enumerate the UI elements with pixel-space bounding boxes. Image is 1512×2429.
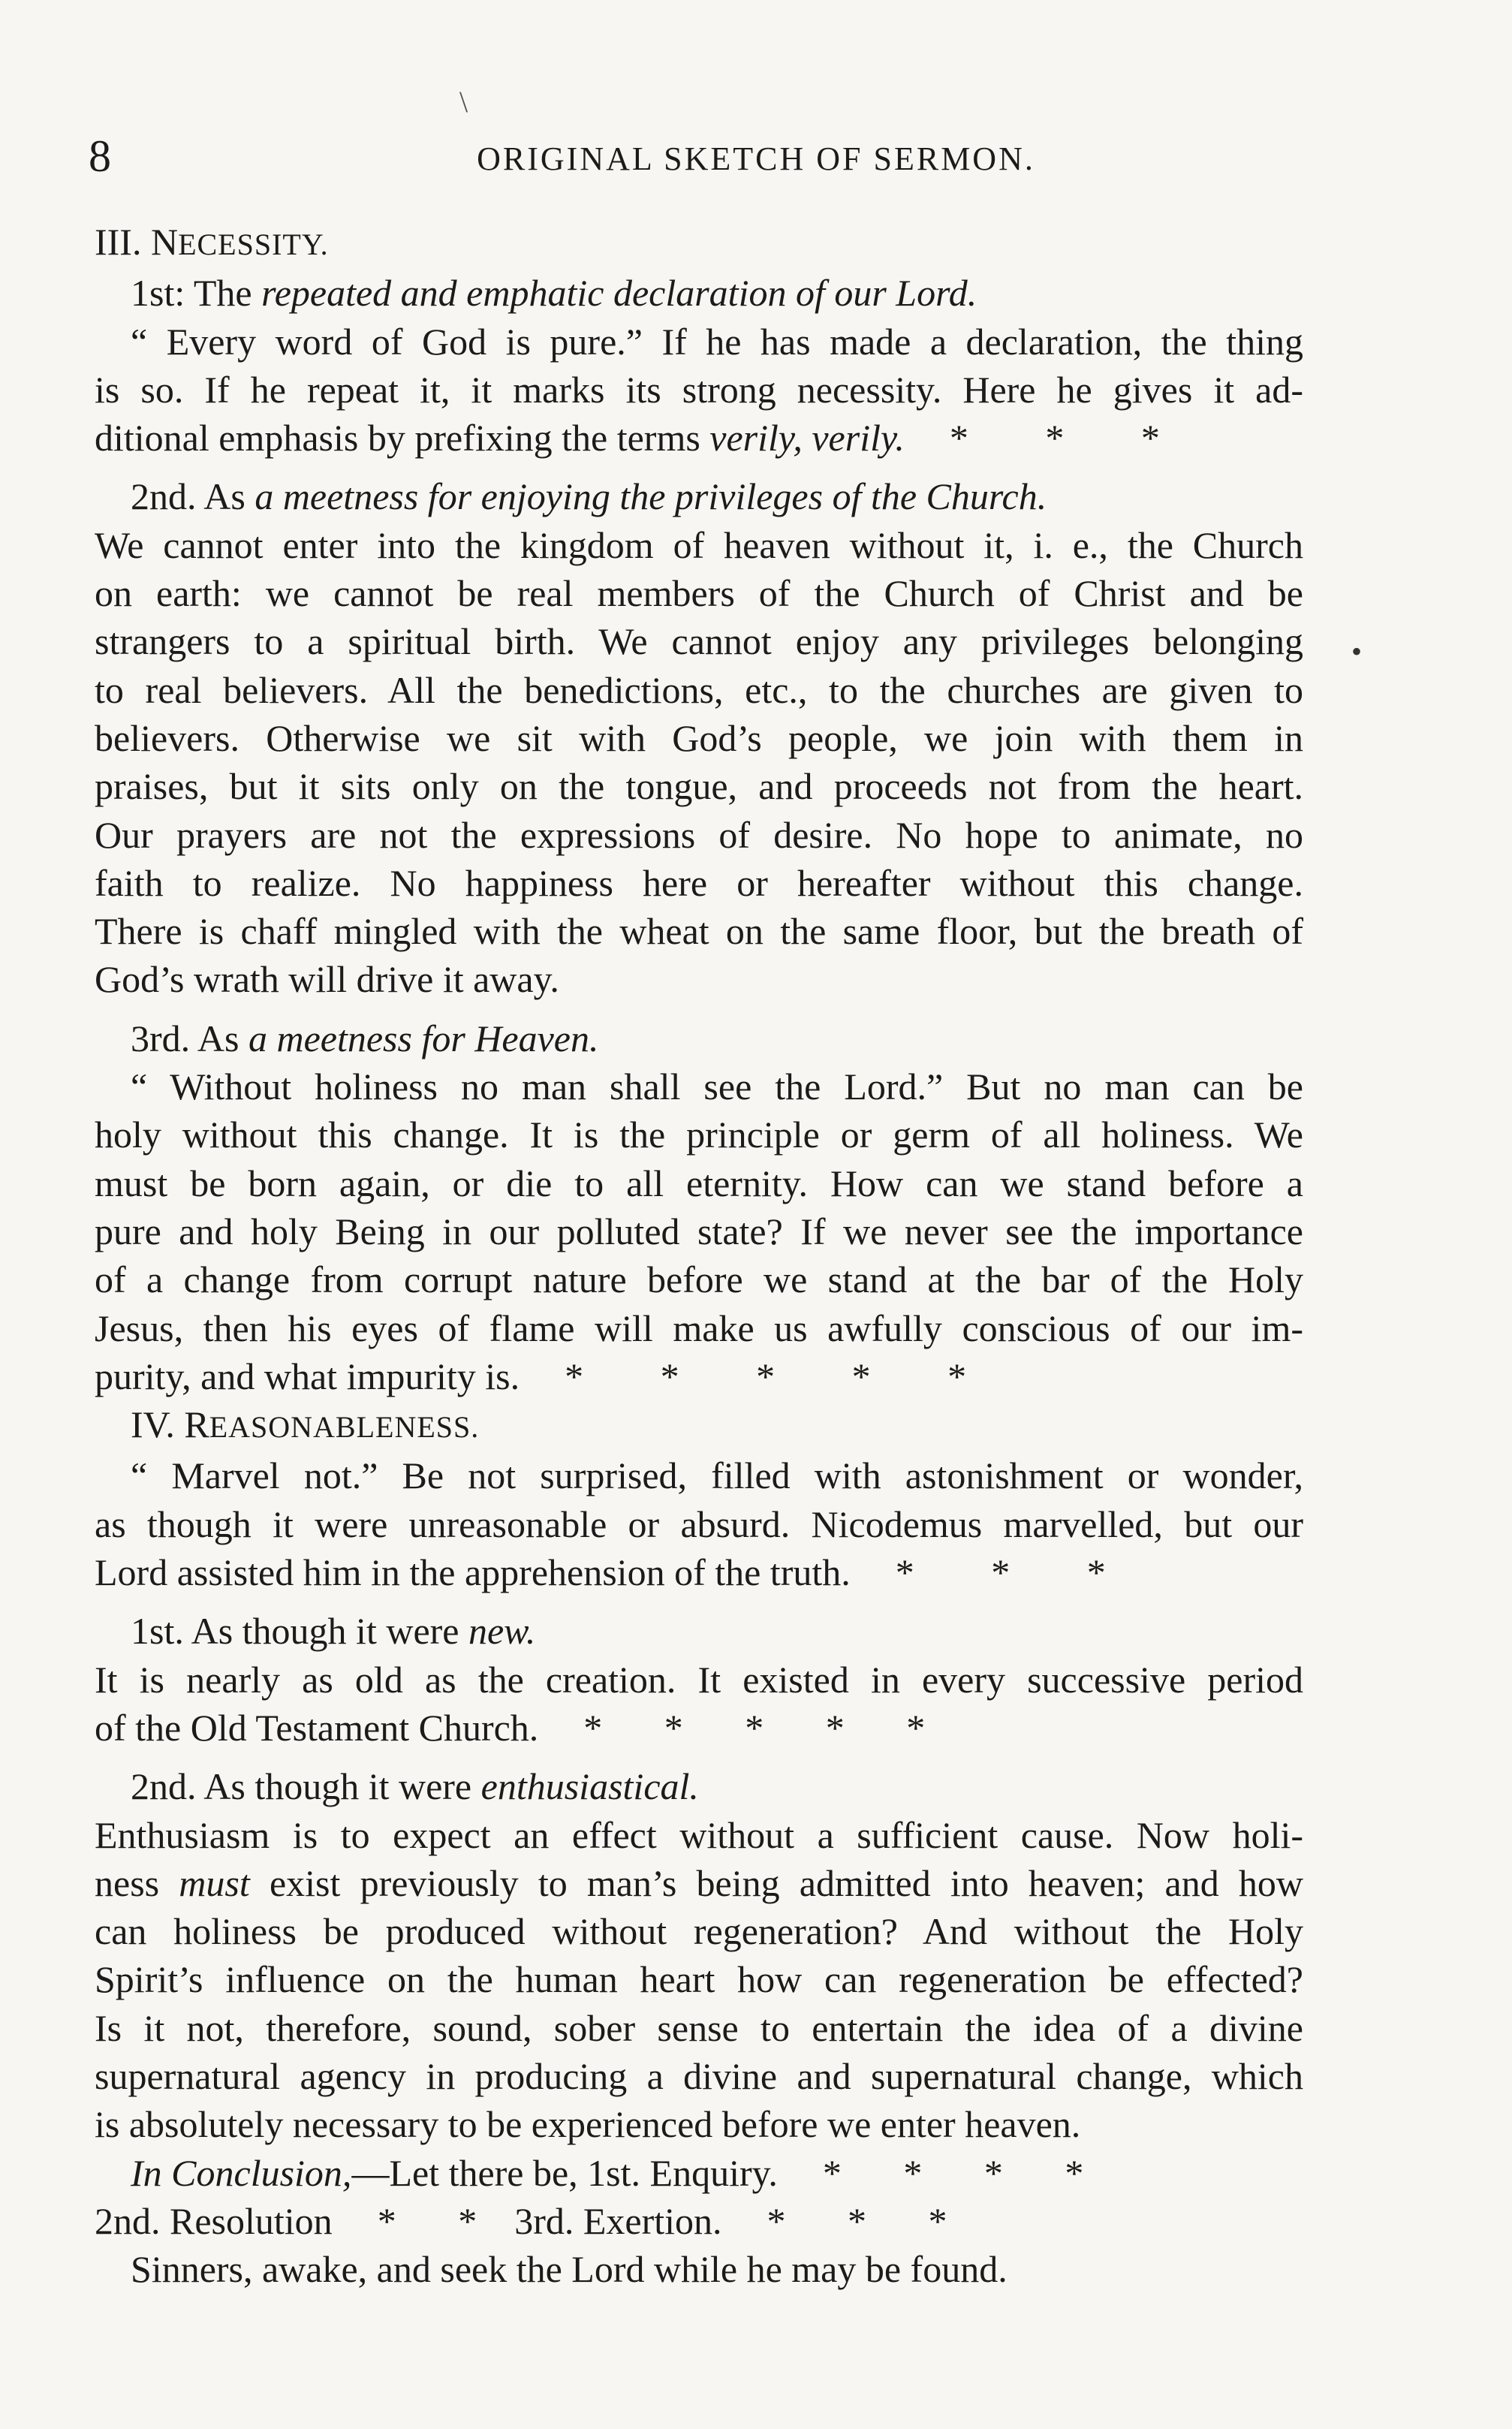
text-line: Is it not, therefore, sound, sober sense to entertain the idea of a divine	[95, 2006, 1303, 2049]
heading-initial: R	[184, 1403, 209, 1446]
text-line: believers. Otherwise we sit with God’s people, we join with them in	[95, 716, 1303, 759]
asterisks: * * *	[949, 417, 1160, 460]
asterisks: * * *	[767, 2199, 947, 2242]
point-heading	[95, 269, 1303, 317]
closing-line: Sinners, awake, and seek the Lord while he may be found.	[131, 2248, 1007, 2291]
text-line: praises, but it sits only on the tongue, and proceeds not from the heart.	[95, 765, 1303, 808]
point-title: new.	[468, 1610, 536, 1653]
heading-rest: EASONABLENESS.	[209, 1410, 480, 1445]
text-emphasis: verily, verily.	[709, 417, 905, 460]
text-line: We cannot enter into the kingdom of heaven without it, i. e., the Church	[95, 523, 1303, 566]
text-line: must be born again, or die to all eternity. How can we stand before a	[95, 1162, 1303, 1204]
asterisks: * *	[377, 2199, 477, 2242]
point-title: a meetness for enjoying the privileges of the Church.	[255, 475, 1047, 518]
point-number: 1st:	[131, 272, 185, 315]
text-line: as though it were unreasonable or absurd. Nicodemus marvelled, but our	[95, 1502, 1303, 1545]
text-line	[95, 1352, 1303, 1400]
text-line	[95, 1548, 1303, 1596]
text-segment: ness	[95, 1861, 160, 1904]
point-number: 2nd. As though it were	[131, 1765, 472, 1808]
point-number: 3rd. As	[131, 1017, 239, 1059]
text-line: can holiness be produced without regeneration? And without the Holy	[95, 1910, 1303, 1953]
section-heading-necessity	[95, 218, 1303, 269]
point-title: a meetness for Heaven.	[248, 1017, 599, 1059]
text-segment: 2nd. Resolution	[95, 2199, 333, 2242]
text-line: supernatural agency in producing a divine and supernatural change, which	[95, 2054, 1303, 2097]
asterisks: * * * *	[822, 2151, 1084, 2194]
text-line	[95, 1704, 1303, 1752]
text-line: It is nearly as old as the creation. It existed in every successive period	[95, 1658, 1303, 1701]
text-line: Enthusiasm is to expect an effect without a sufficient cause. Now holi-	[95, 1813, 1303, 1856]
text-line: Our prayers are not the expressions of desire. No hope to animate, no	[95, 813, 1303, 856]
point-title: enthusiastical.	[480, 1765, 699, 1808]
conclusion-line	[95, 2197, 1303, 2245]
text-line: “ Without holiness no man shall see the Lord.” But no man can be	[131, 1065, 1303, 1108]
text-segment: purity, and what impurity is.	[95, 1355, 520, 1397]
text-line: is so. If he repeat it, it marks its strong necessity. Here he gives it ad-	[95, 368, 1303, 411]
running-title: ORIGINAL SKETCH OF SERMON.	[477, 140, 1035, 177]
text-line: on earth: we cannot be real members of the Church of Christ and be	[95, 572, 1303, 615]
point-number: 2nd. As	[131, 475, 245, 518]
point-heading	[95, 1014, 1303, 1062]
text-segment: exist previously to man’s being admitted into heaven; and how	[269, 1861, 1304, 1904]
text-line: holy without this change. It is the principle or germ of all holiness. We	[95, 1114, 1303, 1156]
page-number: 8	[89, 131, 111, 181]
point-heading	[95, 1762, 1303, 1810]
section-heading-reasonableness	[95, 1400, 1303, 1451]
text-segment: 3rd. Exertion.	[514, 2199, 722, 2242]
stray-mark-top: \	[459, 85, 468, 119]
heading-initial: N	[150, 221, 179, 263]
heading-rest: ECESSITY.	[178, 228, 329, 261]
text-line: to real believers. All the benedictions, etc., to the churches are given to	[95, 668, 1303, 711]
point-pre: The	[193, 272, 252, 315]
point-title: repeated and emphatic declaration of our Lord.	[261, 272, 977, 315]
text-line	[95, 1859, 1303, 1907]
heading-numeral: III.	[95, 221, 142, 263]
point-number: 1st. As though it were	[131, 1610, 459, 1653]
asterisks: * * *	[895, 1551, 1106, 1594]
text-segment: —Let there be, 1st. Enquiry.	[351, 2151, 778, 2194]
point-heading	[95, 472, 1303, 520]
body-text	[95, 218, 1303, 2293]
text-line: strangers to a spiritual birth. We cannot enjoy any privileges belonging	[95, 620, 1303, 663]
heading-numeral: IV.	[131, 1403, 175, 1446]
conclusion-line	[95, 2149, 1303, 2197]
text-line: pure and holy Being in our polluted state? If we never see the importance	[95, 1210, 1303, 1252]
text-line	[95, 414, 1303, 462]
text-line: Jesus, then his eyes of flame will make us awfully conscious of our im-	[95, 1306, 1303, 1349]
conclusion-label: In Conclusion,	[131, 2151, 352, 2194]
text-emphasis: must	[179, 1861, 250, 1904]
stray-mark-margin: •	[1351, 634, 1363, 668]
text-line: faith to realize. No happiness here or hereafter without this change.	[95, 861, 1303, 904]
text-line: of a change from corrupt nature before we stand at the bar of the Holy	[95, 1258, 1303, 1301]
text-line: is absolutely necessary to be experienced before we enter heaven.	[95, 2103, 1081, 2146]
text-line: God’s wrath will drive it away.	[95, 958, 559, 1001]
asterisks: * * * * *	[565, 1355, 967, 1397]
text-segment: Lord assisted him in the apprehension of the truth.	[95, 1551, 851, 1594]
point-heading	[95, 1607, 1303, 1655]
asterisks: * * * * *	[583, 1706, 926, 1749]
text-line: “ Every word of God is pure.” If he has made a declaration, the thing	[131, 320, 1303, 363]
text-segment: of the Old Testament Church.	[95, 1706, 539, 1749]
text-segment: ditional emphasis by prefixing the terms	[95, 417, 700, 460]
text-line: “ Marvel not.” Be not surprised, filled with astonishment or wonder,	[131, 1454, 1303, 1497]
text-line: There is chaff mingled with the wheat on the same floor, but the breath of	[95, 910, 1303, 953]
text-line: Spirit’s influence on the human heart how can regeneration be effected?	[95, 1958, 1303, 2001]
